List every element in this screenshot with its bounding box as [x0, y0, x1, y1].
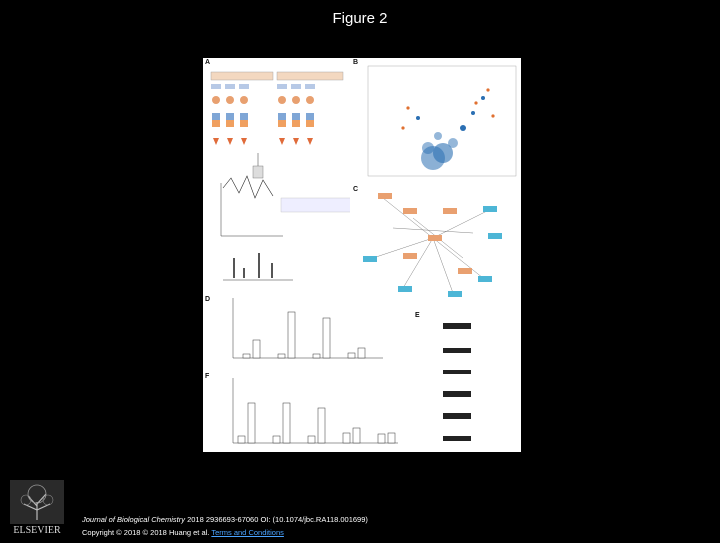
- figure-image: [203, 58, 521, 452]
- copyright-text: Copyright © 2018 © 2018 Huang et al.: [82, 528, 210, 537]
- panel-a-workflow: [211, 72, 351, 280]
- panel-label-d: D: [205, 296, 211, 303]
- logo-text: ELSEVIER: [13, 525, 61, 536]
- citation-footer: [82, 513, 368, 539]
- page-title: Figure 2: [332, 10, 388, 27]
- panel-f-bars: [233, 378, 398, 443]
- panel-label-f: F: [205, 373, 210, 380]
- figure-graphic: [203, 58, 521, 452]
- journal-name: Journal of Biological Chemistry: [82, 515, 185, 524]
- elsevier-logo: [6, 480, 68, 538]
- panel-label-c: C: [353, 186, 359, 193]
- panel-label-a: A: [205, 59, 211, 66]
- panel-label-e: E: [415, 312, 420, 319]
- citation-line: [82, 513, 368, 526]
- citation-text: 2018 2936693-67060 OI: (10.1074/jbc.RA118.001699): [187, 515, 368, 524]
- panel-e-blot: [443, 323, 471, 441]
- panel-c-network: [350, 183, 518, 303]
- terms-link[interactable]: Terms and Conditions: [211, 528, 284, 537]
- panel-d-bars: [233, 298, 383, 358]
- copyright-line: [82, 526, 368, 539]
- panel-b-volcano: [368, 66, 516, 176]
- panel-label-b: B: [353, 59, 359, 66]
